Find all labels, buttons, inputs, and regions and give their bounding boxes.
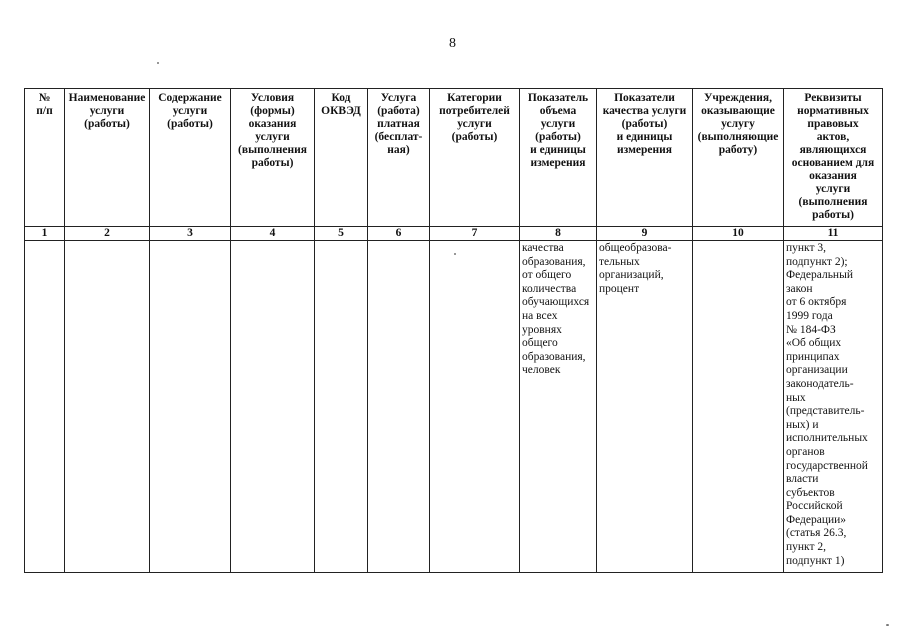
column-number: 3: [150, 227, 231, 241]
header-consumer-categories: Категории потребителей услуги (работы): [430, 89, 520, 227]
header-institutions: Учреждения, оказывающие услугу (выполняющие работу): [693, 89, 784, 227]
page-number: 8: [449, 36, 456, 51]
column-number: 4: [231, 227, 315, 241]
volume-indicator-cell: качества образования, от общего количества обучающихся на всех уровнях общего образования, человек: [520, 241, 597, 573]
header-quality-indicators: Показатели качества услуги (работы) и единицы измерения: [597, 89, 693, 227]
column-number-row: [25, 227, 883, 241]
legal-acts-cell: пункт 3, подпункт 2); Федеральный закон от 6 октября 1999 года № 184-ФЗ «Об общих принципах организации законодатель- ных (представитель- ных) и исполнительных органов государственной власти субъектов Российской Федерации» (статья 26.3, пункт 2, подпункт 1): [784, 241, 883, 573]
table-cell: [231, 241, 315, 573]
header-okved-code: Код ОКВЭД: [315, 89, 368, 227]
column-number: 8: [520, 227, 597, 241]
table-cell: [25, 241, 65, 573]
table-header-row: [25, 89, 883, 227]
column-number: 10: [693, 227, 784, 241]
scan-speck: [886, 624, 889, 626]
scan-speck: [157, 62, 159, 64]
column-number: 2: [65, 227, 150, 241]
column-number: 9: [597, 227, 693, 241]
scan-speck: [454, 253, 456, 255]
table-cell: [430, 241, 520, 573]
header-legal-acts: Реквизиты нормативных правовых актов, являющихся основанием для оказания услуги (выполнения работы): [784, 89, 883, 227]
column-number: 5: [315, 227, 368, 241]
header-service-conditions: Условия (формы) оказания услуги (выполнения работы): [231, 89, 315, 227]
column-number: 1: [25, 227, 65, 241]
table-cell: [693, 241, 784, 573]
table-cell: [65, 241, 150, 573]
table-cell: [368, 241, 430, 573]
table-row: [25, 241, 883, 573]
column-number: 11: [784, 227, 883, 241]
header-volume-indicator: Показатель объема услуги (работы) и единицы измерения: [520, 89, 597, 227]
header-paid-free: Услуга (работа) платная (бесплат- ная): [368, 89, 430, 227]
header-number: № п/п: [25, 89, 65, 227]
header-service-name: Наименование услуги (работы): [65, 89, 150, 227]
column-number: 6: [368, 227, 430, 241]
quality-indicator-cell: общеобразова- тельных организаций, процент: [597, 241, 693, 573]
header-service-content: Содержание услуги (работы): [150, 89, 231, 227]
table-cell: [150, 241, 231, 573]
column-number: 7: [430, 227, 520, 241]
services-register-table: [24, 88, 883, 573]
table-cell: [315, 241, 368, 573]
